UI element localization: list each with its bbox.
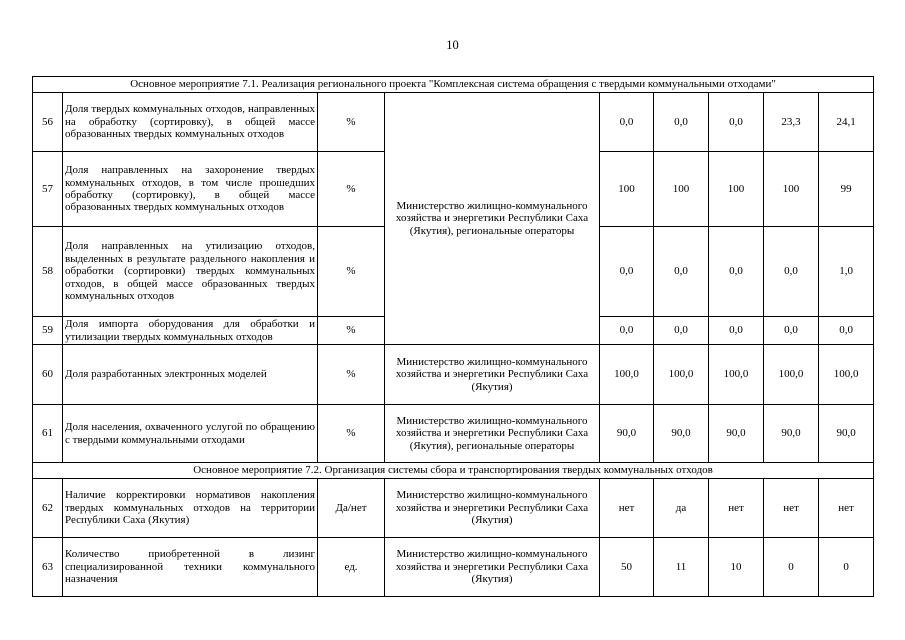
row-number: 62 (33, 479, 63, 538)
table-row (33, 345, 874, 405)
value-cell: 0,0 (764, 317, 819, 345)
section-row (33, 77, 874, 93)
value-cell: 100 (600, 152, 654, 227)
indicator-name: Доля твердых коммунальных отходов, направленных на обработку (сортировку), в общей массе образованных твердых коммунальных отходов (63, 93, 318, 152)
value-cell: 100,0 (600, 345, 654, 405)
value-cell: 0,0 (654, 93, 709, 152)
indicator-name: Доля направленных на захоронение твердых коммунальных отходов, в том числе прошедших обработку (сортировку), в общей массе образованных твердых коммунальных отходов (63, 152, 318, 227)
value-cell: 100 (709, 152, 764, 227)
value-cell: 0,0 (819, 317, 874, 345)
value-cell: 0,0 (709, 227, 764, 317)
table-row (33, 538, 874, 597)
value-cell: 1,0 (819, 227, 874, 317)
value-cell: 100 (654, 152, 709, 227)
indicator-name: Количество приобретенной в лизинг специализированной техники коммунального назначения (63, 538, 318, 597)
value-cell: 0 (819, 538, 874, 597)
value-cell: 23,3 (764, 93, 819, 152)
value-cell: 90,0 (764, 405, 819, 463)
value-cell: 100 (764, 152, 819, 227)
value-cell: 0,0 (709, 317, 764, 345)
unit-cell: % (318, 317, 385, 345)
section-row (33, 463, 874, 479)
table-row (33, 405, 874, 463)
responsible-cell: Министерство жилищно-коммунального хозяйства и энергетики Республики Саха (Якутия), региональные операторы (385, 93, 600, 345)
value-cell: 90,0 (654, 405, 709, 463)
value-cell: 50 (600, 538, 654, 597)
unit-cell: Да/нет (318, 479, 385, 538)
value-cell: 90,0 (819, 405, 874, 463)
value-cell: 99 (819, 152, 874, 227)
responsible-cell: Министерство жилищно-коммунального хозяйства и энергетики Республики Саха (Якутия) (385, 345, 600, 405)
indicator-name: Доля населения, охваченного услугой по обращению с твердыми коммунальными отходами (63, 405, 318, 463)
value-cell: 0,0 (654, 317, 709, 345)
row-number: 58 (33, 227, 63, 317)
table-row (33, 93, 874, 152)
responsible-cell: Министерство жилищно-коммунального хозяйства и энергетики Республики Саха (Якутия) (385, 538, 600, 597)
value-cell: 0,0 (654, 227, 709, 317)
value-cell: 0 (764, 538, 819, 597)
value-cell: 0,0 (600, 317, 654, 345)
value-cell: нет (764, 479, 819, 538)
unit-cell: % (318, 345, 385, 405)
value-cell: 90,0 (600, 405, 654, 463)
indicator-name: Доля направленных на утилизацию отходов, выделенных в результате раздельного накопления и обработки (сортировки) твердых коммунальных отходов, в общей массе образованных твердых коммунальных отходов (63, 227, 318, 317)
unit-cell: % (318, 405, 385, 463)
value-cell: нет (819, 479, 874, 538)
value-cell: 100,0 (764, 345, 819, 405)
row-number: 61 (33, 405, 63, 463)
value-cell: 0,0 (709, 93, 764, 152)
value-cell: 0,0 (600, 227, 654, 317)
value-cell: 100,0 (709, 345, 764, 405)
section-title: Основное мероприятие 7.2. Организация системы сбора и транспортирования твердых коммунальных отходов (33, 463, 874, 479)
section-title: Основное мероприятие 7.1. Реализация регионального проекта "Комплексная система обращения с твердыми коммунальными отходами" (33, 77, 874, 93)
value-cell: 0,0 (764, 227, 819, 317)
value-cell: 0,0 (600, 93, 654, 152)
row-number: 59 (33, 317, 63, 345)
indicator-name: Наличие корректировки нормативов накопления твердых коммунальных отходов на территории Республики Саха (Якутия) (63, 479, 318, 538)
indicators-table (32, 76, 874, 597)
value-cell: 10 (709, 538, 764, 597)
value-cell: нет (709, 479, 764, 538)
value-cell: 90,0 (709, 405, 764, 463)
row-number: 57 (33, 152, 63, 227)
indicator-name: Доля импорта оборудования для обработки и утилизации твердых коммунальных отходов (63, 317, 318, 345)
unit-cell: % (318, 227, 385, 317)
page-number: 10 (446, 38, 459, 52)
value-cell: нет (600, 479, 654, 538)
responsible-cell: Министерство жилищно-коммунального хозяйства и энергетики Республики Саха (Якутия) (385, 479, 600, 538)
unit-cell: % (318, 93, 385, 152)
value-cell: 11 (654, 538, 709, 597)
value-cell: да (654, 479, 709, 538)
table-row (33, 479, 874, 538)
unit-cell: % (318, 152, 385, 227)
value-cell: 24,1 (819, 93, 874, 152)
responsible-cell: Министерство жилищно-коммунального хозяйства и энергетики Республики Саха (Якутия), региональные операторы (385, 405, 600, 463)
indicator-name: Доля разработанных электронных моделей (63, 345, 318, 405)
value-cell: 100,0 (819, 345, 874, 405)
value-cell: 100,0 (654, 345, 709, 405)
unit-cell: ед. (318, 538, 385, 597)
row-number: 60 (33, 345, 63, 405)
row-number: 63 (33, 538, 63, 597)
row-number: 56 (33, 93, 63, 152)
